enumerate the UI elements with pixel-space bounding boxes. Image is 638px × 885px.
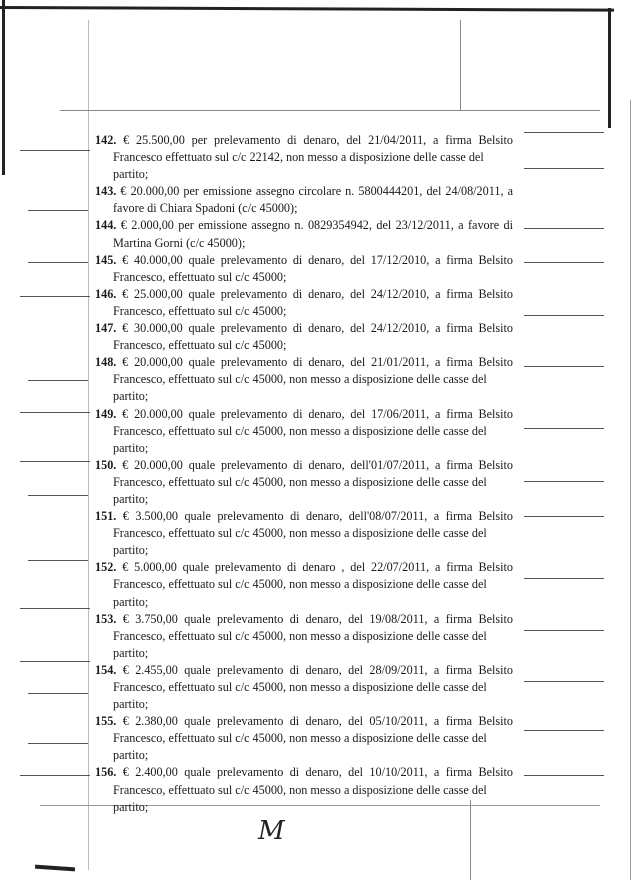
margin-dash <box>524 168 604 169</box>
list-item <box>95 713 513 764</box>
list-item <box>95 508 513 559</box>
entry-continuation: Francesco, effettuato sul c/c 45000, non messo a disposizione delle casse del <box>113 731 487 746</box>
margin-dash <box>28 495 88 496</box>
entry-continuation: partito; <box>113 748 149 763</box>
entry-continuation: Francesco effettuato sul c/c 22142, non messo a disposizione delle casse del <box>113 150 484 165</box>
entry-text: € 25.500,00 per prelevamento di denaro, del 21/04/2011, a firma Belsito <box>123 133 513 147</box>
margin-dash <box>524 681 604 682</box>
entry-continuation: partito; <box>113 167 149 182</box>
entry-text: € 2.400,00 quale prelevamento di denaro, del 10/10/2011, a firma Belsito <box>122 765 514 780</box>
list-item <box>95 286 513 320</box>
entry-first-line <box>95 132 513 149</box>
entry-first-line <box>95 611 513 628</box>
entry-continuation: Francesco, effettuato sul c/c 45000, non messo a disposizione delle casse del <box>113 782 487 797</box>
entry-continuation: Francesco, effettuato sul c/c 45000; <box>113 303 287 318</box>
entry-continuation: partito; <box>113 645 149 660</box>
entry-text: € 40.000,00 quale prelevamento di denaro, del 17/12/2010, a firma Belsito <box>122 252 514 267</box>
margin-dash <box>28 743 88 744</box>
entry-continuation: partito; <box>113 594 149 609</box>
entry-continuation: Francesco, effettuato sul c/c 45000, non messo a disposizione delle casse del <box>113 474 487 489</box>
entry-continuation: Francesco, effettuato sul c/c 45000, non messo a disposizione delle casse del <box>113 526 487 541</box>
entry-continuation: partito; <box>113 389 149 404</box>
handwritten-initials: M <box>258 816 285 846</box>
entry-first-line <box>95 713 513 730</box>
entry-text: € 5.000,00 quale prelevamento di denaro , del 22/07/2011, a firma Belsito <box>122 560 514 575</box>
entry-continuation: partito; <box>113 697 149 712</box>
entry-first-line <box>95 217 513 234</box>
entry-text: € 3.500,00 quale prelevamento di denaro, dell'08/07/2011, a firma Belsito <box>122 509 514 524</box>
entry-first-line <box>95 457 513 474</box>
entry-first-line <box>95 286 513 303</box>
entry-first-line <box>95 406 513 423</box>
entry-text: € 20.000,00 per emissione assegno circolare n. 5800444201, del 24/08/2011, a <box>120 184 513 199</box>
entry-continuation: partito; <box>113 491 149 506</box>
entry-number: 144. <box>95 218 117 233</box>
entry-text: € 20.000,00 quale prelevamento di denaro, del 17/06/2011, a firma Belsito <box>122 406 513 421</box>
entry-text: € 20.000,00 quale prelevamento di denaro, del 21/01/2011, a firma Belsito <box>122 355 513 370</box>
margin-dash <box>524 630 604 631</box>
header-rule <box>60 110 600 111</box>
entry-text: € 3.750,00 quale prelevamento di denaro, del 19/08/2011, a firma Belsito <box>122 611 514 626</box>
margin-dash <box>20 296 90 297</box>
scan-right-border <box>608 8 611 128</box>
list-item <box>95 354 513 405</box>
entry-number: 149. <box>95 406 117 421</box>
entry-first-line <box>95 508 513 525</box>
entry-number: 145. <box>95 252 117 267</box>
entry-first-line <box>95 183 513 200</box>
entry-continuation: Francesco, effettuato sul c/c 45000, non messo a disposizione delle casse del <box>113 372 487 387</box>
margin-dash <box>28 210 88 211</box>
entry-number: 150. <box>95 457 117 472</box>
entry-number: 156. <box>95 765 117 780</box>
margin-line-right <box>460 20 461 110</box>
entry-first-line <box>95 764 513 781</box>
list-item <box>95 662 513 713</box>
margin-dash <box>524 775 604 776</box>
entry-number: 155. <box>95 714 117 729</box>
margin-dash <box>524 516 604 517</box>
margin-line-left <box>88 20 89 870</box>
entry-number: 152. <box>95 560 117 575</box>
scan-left-border <box>2 0 5 175</box>
entry-continuation: partito; <box>113 543 149 558</box>
margin-dash <box>28 262 88 263</box>
entry-continuation: Francesco, effettuato sul c/c 45000, non messo a disposizione delle casse del <box>113 628 487 643</box>
margin-dash <box>524 262 604 263</box>
entry-first-line <box>95 662 513 679</box>
entry-number: 148. <box>95 355 117 370</box>
entry-continuation: partito; <box>113 799 149 814</box>
entry-list <box>95 132 513 816</box>
scan-top-border <box>0 6 614 12</box>
margin-dash <box>28 560 88 561</box>
entry-continuation: Francesco, effettuato sul c/c 45000, non messo a disposizione delle casse del <box>113 577 487 592</box>
margin-dash <box>524 481 604 482</box>
entry-text: € 2.380,00 quale prelevamento di denaro, del 05/10/2011, a firma Belsito <box>122 714 514 729</box>
entry-continuation: Francesco, effettuato sul c/c 45000, non messo a disposizione delle casse del <box>113 680 487 694</box>
entry-number: 143. <box>95 184 117 199</box>
margin-dash <box>20 150 90 151</box>
margin-dash <box>20 661 90 662</box>
margin-dash <box>524 228 604 229</box>
list-item <box>95 406 513 457</box>
list-item <box>95 457 513 508</box>
list-item <box>95 320 513 354</box>
entry-first-line <box>95 559 513 576</box>
margin-dash <box>524 315 604 316</box>
list-item <box>95 217 513 251</box>
list-item <box>95 132 513 183</box>
list-item <box>95 559 513 610</box>
entry-number: 154. <box>95 662 117 677</box>
entry-text: € 25.000,00 quale prelevamento di denaro, del 24/12/2010, a firma Belsito <box>122 286 514 301</box>
entry-number: 147. <box>95 321 117 336</box>
margin-line-far-right <box>630 100 631 880</box>
entry-continuation: Francesco, effettuato sul c/c 45000; <box>113 269 287 284</box>
entry-number: 153. <box>95 611 117 626</box>
margin-dash <box>524 132 604 133</box>
margin-dash <box>20 608 90 609</box>
margin-dash <box>28 693 88 694</box>
entry-text: € 30.000,00 quale prelevamento di denaro, del 24/12/2010, a firma Belsito <box>122 321 514 336</box>
margin-dash <box>20 461 90 462</box>
list-item <box>95 611 513 662</box>
entry-continuation: Francesco, effettuato sul c/c 45000; <box>113 338 287 353</box>
entry-number: 146. <box>95 286 117 301</box>
entry-first-line <box>95 320 513 337</box>
entry-text: € 2.000,00 per emissione assegno n. 0829354942, del 23/12/2011, a favore di <box>120 218 513 233</box>
scan-bottom-left-mark <box>35 865 75 872</box>
entry-text: € 2.455,00 quale prelevamento di denaro, del 28/09/2011, a firma Belsito <box>122 662 514 677</box>
list-item <box>95 252 513 286</box>
margin-dash <box>524 578 604 579</box>
margin-dash <box>20 775 90 776</box>
entry-number: 142. <box>95 133 117 147</box>
entry-first-line <box>95 252 513 269</box>
list-item <box>95 183 513 217</box>
list-item <box>95 764 513 815</box>
entry-first-line <box>95 354 513 371</box>
margin-dash <box>20 412 90 413</box>
margin-dash <box>28 380 88 381</box>
entry-number: 151. <box>95 509 117 524</box>
entry-text: € 20.000,00 quale prelevamento di denaro, dell'01/07/2011, a firma Belsito <box>122 457 514 472</box>
margin-dash <box>524 730 604 731</box>
margin-dash <box>524 366 604 367</box>
margin-dash <box>524 428 604 429</box>
entry-continuation: partito; <box>113 440 149 455</box>
entry-continuation: Francesco, effettuato sul c/c 45000, non messo a disposizione delle casse del <box>113 423 487 438</box>
entry-continuation: favore di Chiara Spadoni (c/c 45000); <box>113 201 298 216</box>
entry-continuation: Martina Gorni (c/c 45000); <box>113 235 246 250</box>
